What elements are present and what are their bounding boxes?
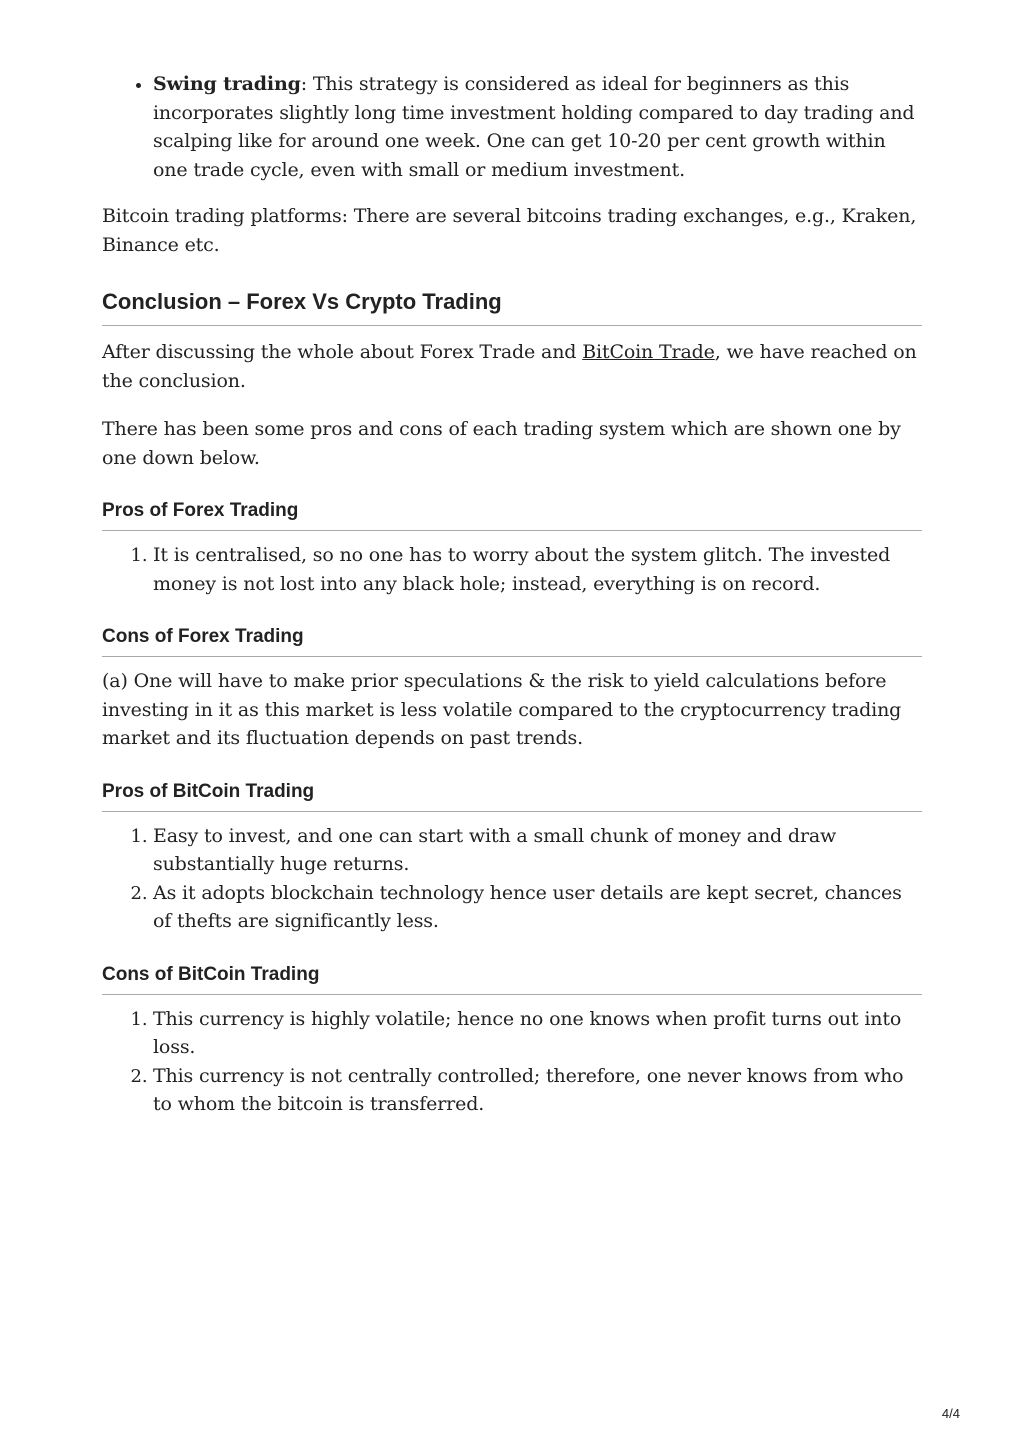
swing-trading-term: Swing trading [153, 73, 301, 95]
swing-trading-text: : This strategy is considered as ideal for beginners as this incorporates slightly long time investment holding compared to day trading and scalping like for around one week. One can get 10-20 per cent growth within one trade cycle, even with small or medium investment. [153, 73, 915, 181]
list-item: 1. This currency is highly volatile; hence no one knows when profit turns out into loss. [153, 1005, 922, 1062]
pros-bitcoin-heading: Pros of BitCoin Trading [102, 779, 922, 812]
bitcoin-trade-link[interactable]: BitCoin Trade [582, 341, 715, 363]
conclusion-text-after-link: , we have reached on the conclusion. [102, 341, 917, 392]
conclusion-text-before-link: After discussing the whole about Forex Trade and [102, 341, 583, 363]
list-item: 1. Easy to invest, and one can start with a small chunk of money and draw substantially huge returns. [153, 822, 922, 879]
trading-strategy-list [102, 70, 922, 184]
conclusion-paragraph-1 [102, 338, 922, 395]
cons-forex-heading: Cons of Forex Trading [102, 624, 922, 657]
page-number: 4/4 [941, 1406, 960, 1421]
list-item: 2. As it adopts blockchain technology hence user details are kept secret, chances of thefts are significantly less. [153, 879, 922, 936]
pros-forex-list [102, 541, 922, 598]
cons-bitcoin-heading: Cons of BitCoin Trading [102, 962, 922, 995]
conclusion-heading: Conclusion – Forex Vs Crypto Trading [102, 287, 922, 326]
cons-forex-paragraph: (a) One will have to make prior speculations & the risk to yield calculations before investing in it as this market is less volatile compared to the cryptocurrency trading market and its fluctuation depends on past trends. [102, 670, 902, 749]
pros-forex-heading: Pros of Forex Trading [102, 498, 922, 531]
article-content [102, 70, 922, 1139]
conclusion-paragraph-2: There has been some pros and cons of each trading system which are shown one by one down below. [102, 418, 901, 469]
list-item: 1. It is centralised, so no one has to worry about the system glitch. The invested money is not lost into any black hole; instead, everything is on record. [153, 541, 922, 598]
pros-bitcoin-list [102, 822, 922, 936]
list-item-swing-trading [153, 70, 922, 184]
list-item: 2. This currency is not centrally controlled; therefore, one never knows from who to whom the bitcoin is transferred. [153, 1062, 922, 1119]
platforms-paragraph: Bitcoin trading platforms: There are several bitcoins trading exchanges, e.g., Kraken, Binance etc. [102, 205, 917, 256]
cons-bitcoin-list [102, 1005, 922, 1119]
